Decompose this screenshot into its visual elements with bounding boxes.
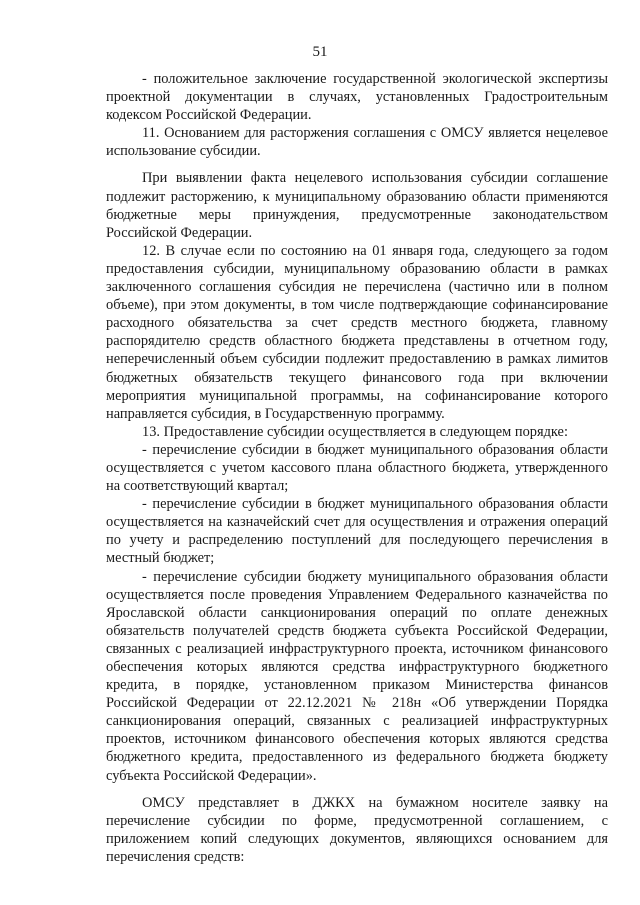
- list-item-sanctioning: - перечисление субсидии бюджету муниципального образования области осуществляется после проведения Управлением Федерального казначейства по Ярославской области санкционирования операций по оплате денежных обязательств получателей средств бюджета субъекта Российской Федерации, связанных с реализацией инфраструктурного проекта, источником финансового обеспечения которых являются средства инфраструктурного бюджетного кредита, в порядке, установленном приказом Министерства финансов Российской Федерации от 22.12.2021 № 218н «Об утверждении Порядка санкционирования операций, связанных с реализацией инфраструктурных проектов, источником финансового обеспечения которых являются средства бюджетного кредита, предоставленного из федерального бюджета бюджету субъекта Российской Федерации».: [106, 568, 608, 784]
- list-item-treasury-account: - перечисление субсидии в бюджет муниципального образования области осуществляется на казначейский счет для осуществления и отражения операций по учету и распределению поступлений для последующего перечисления в местный бюджет;: [106, 496, 608, 567]
- paragraph-misuse: При выявлении факта нецелевого использования субсидии соглашение подлежит расторжению, к муниципальному образованию области применяются бюджетные меры принуждения, предусмотренные законодательством Российской Федерации.: [106, 170, 608, 241]
- paragraph-application: ОМСУ представляет в ДЖКХ на бумажном носителе заявку на перечисление субсидии по форме, предусмотренной соглашением, с приложением копий следующих документов, являющихся основанием для перечисления средств:: [106, 794, 608, 865]
- paragraph-expertise: - положительное заключение государственной экологической экспертизы проектной документации в случаях, установленных Градостроительным кодексом Российской Федерации.: [106, 71, 608, 124]
- paragraph-12: 12. В случае если по состоянию на 01 января года, следующего за годом предоставления субсидии, муниципальному образованию области в рамках заключенного соглашения субсидия не перечислена (частично или в полном объеме), при этом документы, в том числе подтверждающие софинансирование расходного обязательства за счет средств местного бюджета, главному распорядителю средств областного бюджета представлены в отчетном году, неперечисленный объем субсидии подлежит предоставлению в рамках лимитов бюджетных обязательств текущего финансового года при включении мероприятия муниципальной программы, на софинансирование которого направляется субсидия, в Государственную программу.: [106, 242, 608, 422]
- page-number: 51: [312, 44, 328, 60]
- paragraph-11: 11. Основанием для расторжения соглашения с ОМСУ является нецелевое использование субсидии.: [106, 125, 608, 160]
- list-item-cash-plan: - перечисление субсидии в бюджет муниципального образования области осуществляется с учетом кассового плана областного бюджета, утвержденного на соответствующий квартал;: [106, 441, 608, 495]
- document-body: [106, 70, 608, 866]
- paragraph-13: 13. Предоставление субсидии осуществляется в следующем порядке:: [142, 423, 568, 440]
